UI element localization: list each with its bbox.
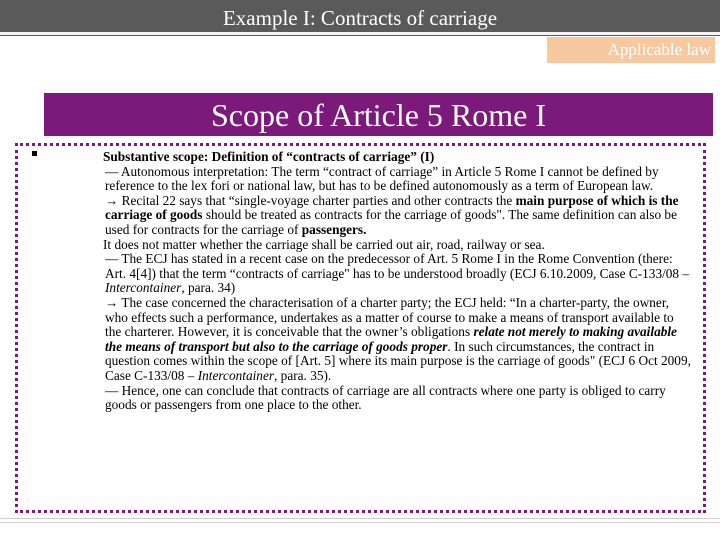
- charter-emphasis: relate not merely to making available the means of transport but also to the carriage of goods proper: [105, 324, 677, 354]
- section-tab: [547, 37, 715, 63]
- paragraph-ecj-broad: [103, 252, 693, 296]
- content-heading: Substantive scope: Definition of “contracts of carriage” (I): [103, 149, 435, 164]
- recital-emphasis-passengers: passengers.: [301, 221, 367, 237]
- charter-text-b: . In such circumstances, the contract in question comes within the scope of [Art. 5] where its main purpose is the carriage of goods" (ECJ 6 Oct 2009, Case C-133/08 –: [105, 338, 691, 383]
- bullet-square-icon: [32, 151, 37, 156]
- paragraph-autonomous-interpretation: — Autonomous interpretation: The term “contract of carriage” in Article 5 Rome I cannot be defined by reference to the lex fori or national law, but has to be defined autonomously as a term of European law.: [105, 163, 659, 194]
- charter-text-end: , para. 35).: [274, 367, 332, 383]
- header-bar: [0, 0, 720, 36]
- ecj-text: — The ECJ has stated in a recent case on the predecessor of Art. 5 Rome I in the Rome Convention (there: Art. 4[4]) that the term “contracts of carriage" has to be understood broadly (ECJ 6.10.2009, Case C-133/08 –: [105, 251, 690, 281]
- header-divider: [0, 32, 720, 35]
- paragraph-recital-22: [103, 194, 693, 238]
- paragraph-conclusion: — Hence, one can conclude that contracts of carriage are all contracts where one party is obliged to carry goods or passengers from one place to the other.: [105, 382, 666, 413]
- recital-emphasis-main-purpose: main purpose of which is the carriage of goods: [105, 192, 679, 223]
- case-name: Intercontainer: [105, 280, 182, 296]
- recital-text-b: should be treated as contracts for the carriage of goods". The same definition can also be used for contracts for the carriage of: [105, 207, 677, 237]
- slide-title-bar: [44, 93, 713, 136]
- footer-line: [0, 522, 720, 523]
- section-tab-label: Applicable law: [607, 40, 711, 59]
- slide-title: Scope of Article 5 Rome I: [210, 97, 547, 133]
- paragraph-mode-of-carriage: It does not matter whether the carriage shall be carried out air, road, railway or sea.: [103, 236, 545, 252]
- ecj-text-end: , para. 34): [181, 280, 236, 296]
- footer-line: [0, 518, 720, 519]
- content-text: [103, 150, 693, 413]
- paragraph-charter-party: [103, 296, 693, 384]
- recital-text-a: → Recital 22 says that “single-voyage charter parties and other contracts the: [105, 192, 516, 208]
- header-title: Example I: Contracts of carriage: [222, 6, 498, 30]
- case-name: Intercontainer: [197, 367, 275, 383]
- charter-text-a: → The case concerned the characterisation of a charter party; the ECJ held: “In a charter-party, the owner, who effects such a performance, undertakes as a matter of course to make a means of transport available to the charterer. However, it is conceivable that the owner’s obligations: [105, 294, 674, 340]
